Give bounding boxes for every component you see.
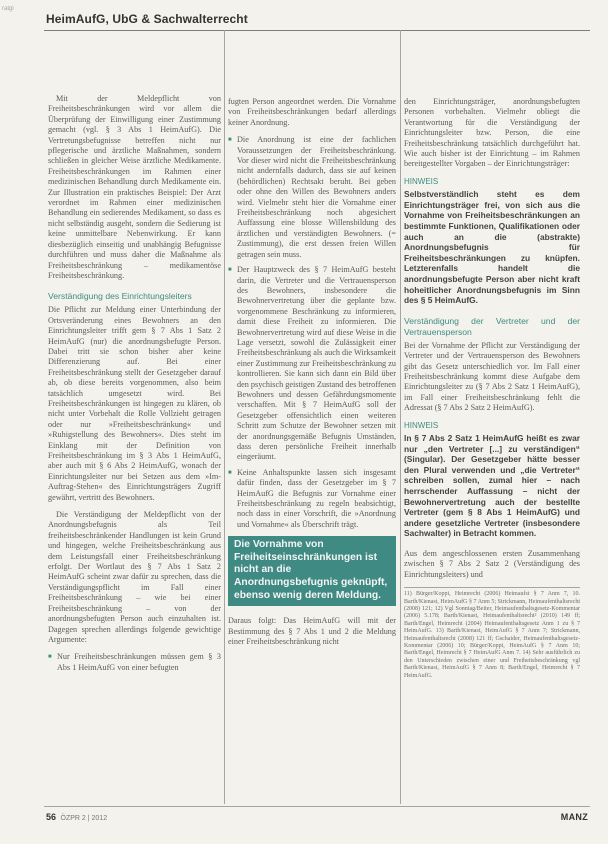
hint-label: HINWEIS	[404, 420, 439, 430]
hint-text: Selbstverständlich steht es dem Einrichtungsträger frei, von sich aus die Vornahme von Freiheitsbeschränkungen an bestimmte Funktionen, Qualifikationen oder auch an die (abstrakte) Anordnungsbefugnis für Freiheitsbeschränkungen zu knüpfen. Letzterenfalls handelt die anordnungsbefugte Person aber nicht kraft hoheitlicher Anordnungsbefugnis im Sinn des § 5 HeimAufG.	[404, 189, 580, 306]
hint-text: In § 7 Abs 2 Satz 1 HeimAufG heißt es zwar nur „den Vertreter [...] zu verständigen“ (Singular). Der Gesetzgeber hätte besser den Plural verwenden und „die Vertreter“ schreiben sollen, zumal hier – nach herrschender Auffassung – nicht der Bewohnervertretung auch der bestellte Vertreter (gem § 8 Abs 1 HeimAufG) und andere gesetzliche Vertreter (insbesondere Sachwalter) in Betracht kommen.	[404, 433, 580, 539]
column-left	[48, 94, 221, 679]
publisher-logo: MANZ	[560, 812, 588, 822]
section-heading: Verständigung der Vertreter und der Vertrauensperson	[404, 315, 580, 337]
bullet-item: ■ Der Hauptzweck des § 7 HeimAufG besteht darin, die Vertreter und die Vertrauensperson des Bewohners, insbesondere die Bewohnervertretung über die geplante bzw. vorgenommene Beschränkung zu informieren, damit diese Freiheit zu informieren. Die Bewohnervertretung wird auf diese Weise in die Lage versetzt, sowohl die Zulässigkeit einer Freiheitsbeschränkung als auch die Wirksamkeit einer Zustimmung zur Freiheitsbeschränkung zu kontrollieren. Sie kann sich dann ein Bild über den psychisch geistigen Zustand des betroffenen Bewohners und dessen Gefährdungsmomente verschaffen. Mit § 7 HeimAufG soll der Gesetzgeber offensichtlich einen weiteren Schritt zum Schutze der Bewohner setzen mit der anordnungsgemäße Befugnis Umständen, dass deren persönliche Freiheit innerhalb eingeräumt.	[228, 265, 396, 463]
edge-mark: ratgi	[2, 6, 14, 12]
bullet-item: ■ Keine Anhaltspunkte lassen sich insgesamt dafür finden, dass der Gesetzgeber im § 7 HeimAufG die Befugnis zur Vornahme einer Freiheitsbeschränkung zu regeln beabsichtigt, noch dass in einer Vorschrift, die »Anordnung und Vornahme« als Überschrift trägt.	[228, 468, 396, 530]
page-number	[46, 812, 107, 822]
paragraph: fugten Person angeordnet werden. Die Vornahme von Freiheitsbeschränkungen bedarf allerdings keiner Anordnung.	[228, 97, 396, 127]
paragraph: den Einrichtungsträger, anordnungsbefugten Personen vorbehalten. Vielmehr obliegt die Verantwortung für die Verständigung der Einrichtungsleiter bzw. Person, die eine Freiheitsbeschränkung tatsächlich durchgeführt hat. Wie auch bisher ist der Einrichtung – im Rahmen bereitgestellter Vorgaben – der Einrichtungsträger:	[404, 97, 580, 169]
column-divider-right	[400, 30, 401, 804]
paragraph: Aus dem angeschlossenen ersten Zusammenhang zwischen § 7 Abs 2 Satz 2 (Verständigung des Einrichtungsleiters) und	[404, 548, 580, 579]
page-number-value: 56	[46, 812, 57, 822]
paragraph: Die Pflicht zur Meldung einer Unterbindung der Ortsveränderung eines Bewohners an den Einrichtungsleiter trifft gem § 7 Abs 1 Satz 2 HeimAufG (nur) die anordnungsbefugte Person. Dabei tritt sie schon bisher aber keine Differenzierung auf. Bei einer Freiheitsbeschränkung stellt der Gesetzgeber darauf ab, ob diese bereits vorgenommen, also beim tatsächlich umgesetzt wird. Bei Freiheitsbeschränkungen ist hingegen zu klären, ob nicht unter Vorbehalt die Rolle Vollzieht getragen oder nur »Freiheitsbeschränkung« und »Ruhigstellung des Bewohners«. Dies steht im Einklang mit der Definition von Freiheitsbeschränkung im § 3 Abs 1 HeimAufG, aber auch mit § 6 Abs 2 HeimAufG, wonach der Einrichtungsleiter nur bei Setzen aus dem »Im-Auftrag-Stehen« des Einrichtungsträgers Zugriff gewährt, vertritt des Bewohners.	[48, 305, 221, 502]
column-middle	[228, 97, 396, 654]
issue-label: ÖZPR 2 | 2012	[60, 815, 108, 822]
paragraph: Mit der Meldepflicht von Freiheitsbeschränkungen wird vor allem die Überprüfung der Einwilligung einer Zustimmung gemacht (vgl. § 3 Abs 1 HeimAufG). Die Vertretungsbefugnisse betreffen nicht nur pflegerische und ärztliche Maßnahmen, sondern schließen in gleicher Weise ärztliche Medikamente. Freiheitsbeschränkungen im Rahmen einer medizinischen Behandlung durch Medikamente ein. Zur Illustration ein praktisches Beispiel: Der Arzt verordnet im Rahmen einer medizinischen Behandlung ein sedierendes Medikament, so dass es nicht selbständig ausgeht, sondern die Sedierung ist keine unmittelbare Nebenwirkung. Er kann diesbezüglich einseitig und unabhängig Befugnisse durchführen und muss daher die Maßnahme als Freiheitsbeschränkung – medikamentöse Freiheitsbeschränkung.	[48, 94, 221, 280]
paragraph: Die Verständigung der Meldepflicht von der Anordnungsbefugnis als Teil freiheitsbeschränkender Handlungen ist kein Grund und hingegen, welche Freiheitsbeschränkung aus dem Leistungsfall einer Freiheitsbeschränkung erfolgt. Der Wortlaut des § 7 Abs 1 Satz 2 HeimAufG scheint zwar dafür zu sprechen, dass die Verständigungspflicht im Fall einer Freiheitsbeschränkung – wie bei einer Freiheitsbeschränkung – von der anordnungsbefugten Person auch einzuhalten ist. Dagegen sprechen allerdings folgende gewichtige Argumente:	[48, 510, 221, 644]
bullet-item: ■ Nur Freiheitsbeschränkungen müssen gem § 3 Abs 1 HeimAufG von einer befugten	[48, 652, 221, 673]
bullet-item: ■ Die Anordnung ist eine der fachlichen Voraussetzungen der Freiheitsbeschränkung. Vor dieser wird nicht die Freiheitsbeschränkung nicht andernfalls dadurch, dass sie auf keinen (behördlichen) Rechtsakt beruht. Bei geben oder ohne den Willen des Bewohners anders wird. Vielmehr steht hier die Vornahme einer Freiheitsbeschränkung noch abgesichert Auffassung eine blosse Willensbildung des ärztlichen und verständigten Bewohners. (= Zustimmung), die erst dessen freien Willen getragen sein muss.	[228, 135, 396, 260]
paragraph: Daraus folgt: Das HeimAufG will mit der Bestimmung des § 7 Abs 1 und 2 die Meldung einer Freiheitsbeschränkung nicht	[228, 616, 396, 647]
footnotes: 11) Bürger/Koppi, Heimrecht (2006) Heimaufst § 7 Anm 7, 10. Barth/Kienast, HeimAufG § 7 Anm 5; Strickmann, Heimaufenthaltsrecht (2008) 121; 12) Vgl Sonntag/Beiter, Heimaufenthaltsgesetz-Kommentar (2006) 5.178; Barth/Kienast, Heimaufenthaltsrecht² (2010) 149 ff; Barth/Engel, Heimrecht (2004) Heimaufenthaltsgesetz Anm 1 zu § 7 HeimAufG. 13) Barth/Kienast, HeimAufG § 7 Anm 7; Strickmann, Heimaufenthaltsrecht (2008) 121 ff; Gschaider, Heimaufenthaltsgesetz-Kommentar (2006) 10; Bürger/Koppi, HeimAufG § 7 Anm 10; Barth/Engel, Heimrecht § 7 HeimAufG Anm 7. 14) Sehr ausführlich zu den Unterschieden zwischen einer und Freiheitsbeschränkung vgl Barth/Kienast, HeimAufG § 7 Anm 8; Barth/Engel, Heimrecht § 7 HeimAufG.	[404, 587, 580, 680]
hint-label: HINWEIS	[404, 176, 439, 186]
paragraph: Bei der Vornahme der Pflicht zur Verständigung der Vertreter und der Vertrauensperson des Bewohners gibt das Gesetz unterschiedlich vor. Im Fall einer Freiheitsbeschränkung kommt diese Aufgabe dem Einrichtungsleiter zu (§ 7 Abs 2 Satz 1 HeimAufG), im Fall einer Freiheitsbeschränkung fehlt die Adressat (§ 7 Abs 2 Satz 2 HeimAufG).	[404, 340, 580, 413]
pull-quote: Die Vornahme von Freiheitseinschränkungen ist nicht an die Anordnungsbefugnis geknüpft, ebenso wenig deren Meldung.	[228, 536, 396, 606]
footer-rule	[44, 806, 590, 807]
section-heading: Verständigung des Einrichtungsleiters	[48, 291, 192, 302]
header-rule	[44, 30, 590, 31]
column-right	[404, 97, 580, 680]
bullet-list	[48, 652, 221, 673]
bullet-list	[228, 135, 396, 530]
column-divider-left	[224, 30, 225, 804]
running-header: HeimAufG, UbG & Sachwalterrecht	[46, 12, 248, 26]
